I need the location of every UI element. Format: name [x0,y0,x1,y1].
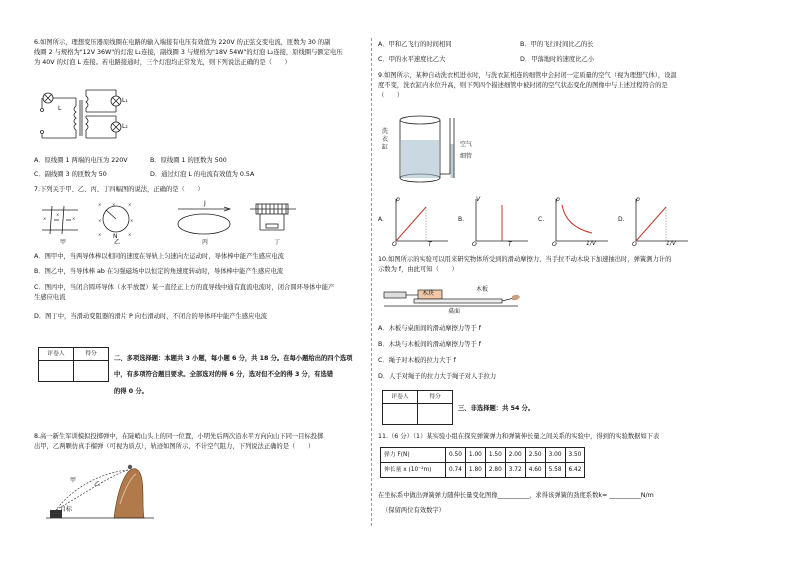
lamp-L1-label: L₁ [122,97,128,104]
question-9-stem: 9.如图所示，某种自动洗衣机进水时，与洗衣缸相连的细管中会封闭一定质量的空气（视为理想气体），设温 度不变，洗衣缸内水位升高，则下列四个描述细管中被封闭的空气状态变化的图像中与上述过程符合的是 （ ） [378,72,677,99]
svg-text:×: × [128,202,132,207]
q9-air-label: 空气 [460,141,473,148]
q10-block-label: 木块 [422,290,435,297]
q9-graph-c[interactable]: C. p O 1/V [538,196,596,248]
question-8-stem: 8.高一新生军训模拟投掷弹中，在陡峭山头上的同一位置，小明先后两次沿水平方向向山下同一目标投掷 出甲，乙两颗仿真手榴弹（可视为质点），轨迹如图所示，不计空气阻力，下列说法正确的是（ ） [34,433,324,450]
svg-text:×: × [98,218,102,223]
q7-caption-ding: 丁 [274,239,281,246]
lamp-L-label: L [58,105,62,112]
q8-option-d[interactable]: D．甲落地时的速度比乙小 [520,56,595,63]
q6-option-b[interactable]: B．原线圈 1 的匝数为 500 [150,157,227,164]
q8-option-b[interactable]: B．甲的飞行时间比乙的长 [520,41,594,48]
svg-text:×: × [56,212,60,217]
score-box-section-2: 评卷人 得分 [38,347,109,382]
q7-option-a[interactable]: A．图甲中，当两导体棒以相同的速度在导轨上匀速向左运动时，导体棒中能产生感应电流 [34,253,284,260]
section-2-heading: 二、多项选择题：本题共 3 小题，每小题 6 分，共 18 分。在每小题给出的四个选项 中，有多项符合题目要求。全部选对的得 6 分，选对但不全的得 3 分，有选错 的得 0 分。 [114,355,353,395]
q6-option-c[interactable]: C．副线圈 3 的匝数为 50 [34,171,107,178]
column-divider [371,38,372,526]
svg-text:×: × [128,232,132,237]
q7-caption-jia: 甲 [60,239,67,246]
q10-option-d[interactable]: D．人手对绳子的拉力大于绳子对人手拉力 [378,373,497,380]
score-box-section-3: 评卷人 得分 [382,390,453,425]
table-row: 弹力 F(N) 0.50 1.00 1.50 2.00 2.50 3.00 3.50 [381,448,585,463]
q9-tube-label: 细管 [460,153,473,160]
q8-label-target: 目标 [60,506,73,513]
q8-label-yi: 乙 [94,481,101,488]
svg-text:×: × [72,216,76,221]
svg-text:×: × [130,218,134,223]
q7-label-j: J [204,200,206,207]
q7-label-n: N [113,233,118,240]
q10-option-a[interactable]: A．木板与桌面间的滑动摩擦力等于 f [378,325,481,332]
question-7-stem: 7.下列关于甲、乙、丙、丁四幅图的说法，正确的是（ ） [34,186,204,193]
svg-text:×: × [112,202,116,207]
q7-option-b[interactable]: B．图乙中，当导体棒 ab 在匀强磁场中以恒定的角速度转动时，导体棒中能产生感应电流 [34,268,284,275]
question-10-stem: 10.如图所示的实验可以用来研究物体所受到的滑动摩擦力，当手拉不动木块下加速抽出时，弹簧测力计的 示数为 f，由此可知（ ） [378,256,672,273]
svg-text:×: × [98,202,102,207]
q7-figure-jia [40,200,80,238]
q7-caption-yi: 乙 [114,239,121,246]
q7-option-c[interactable]: C．图丙中，当闭合圆环导体（水平放置）某一直径正上方的直导线中通有直流电流时，闭合圆环导体中能产 生感应电流 [34,284,335,301]
q11-answer-line[interactable]: 在坐标系中做出弹簧弹力随伸长量变化图像__________，求得该弹簧的劲度系数k= __________N/m [378,492,654,499]
section-3-heading: 三、非选择题：共 54 分。 [458,405,535,412]
transformer-circuit-figure [36,88,126,140]
q9-graph-a[interactable]: A. p O T [378,196,432,248]
q8-label-jia: 甲 [70,477,77,484]
q7-option-d[interactable]: D．图丁中，当滑动变阻器的滑片 P 向右滑动时，不闭合的导体环中能产生感应电流 [34,313,268,320]
q10-option-b[interactable]: B．木块与木板间的滑动摩擦力等于 f [378,341,481,348]
q11-note: （保留两位有效数字） [382,507,445,514]
q9-washer-label: 洗 衣 缸 [382,128,389,151]
q11-data-table [380,447,585,478]
q7-figure-ding [246,200,304,238]
question-6-stem: 6.如图所示，理想变压器原线圈在电路的输入端接有电压有效值为 220V 的正弦交变电流，匝数为 30 的副 线圈 2 与规格为"12V 36W"的灯泡 L₁连接，副线圈 3 与规格为"18V 54W"的灯泡 L₂连接，原线圈与额定电压 为 40V 的灯泡 L 连接。若电路接通时，三个灯泡均正常发光，则下列说法正确的是（ ） [34,39,343,66]
q10-board-label: 木板 [476,286,489,293]
q7-caption-bing: 丙 [202,239,209,246]
q6-option-a[interactable]: A．原线圈 1 两端的电压为 220V [34,157,128,164]
q9-graph-d[interactable]: D. p O 1/V [618,196,676,248]
svg-text:×: × [98,232,102,237]
q10-option-c[interactable]: C．绳子对木板的拉力大于 f [378,357,456,364]
table-row: 伸长量 x (10⁻²m) 0.74 1.80 2.80 3.72 4.60 5.58 6.42 [381,463,585,478]
q9-graph-row [378,195,716,250]
lamp-L2-label: L₂ [122,123,128,130]
svg-text:×: × [43,216,47,221]
q8-option-a[interactable]: A．甲和乙飞行的时间相同 [378,41,452,48]
question-11-stem: 11.（6 分）（1）某实验小组在探究弹簧弹力和弹簧伸长量之间关系的实验中，得到的实验数据如下表 [378,433,660,440]
q9-graph-b[interactable]: B. V O T [458,196,512,248]
q6-option-d[interactable]: D．通过灯泡 L 的电流有效值为 0.5A [150,171,255,178]
q10-table-label: 桌面 [448,308,461,315]
q8-option-c[interactable]: C．甲的水平速度比乙大 [378,56,446,63]
